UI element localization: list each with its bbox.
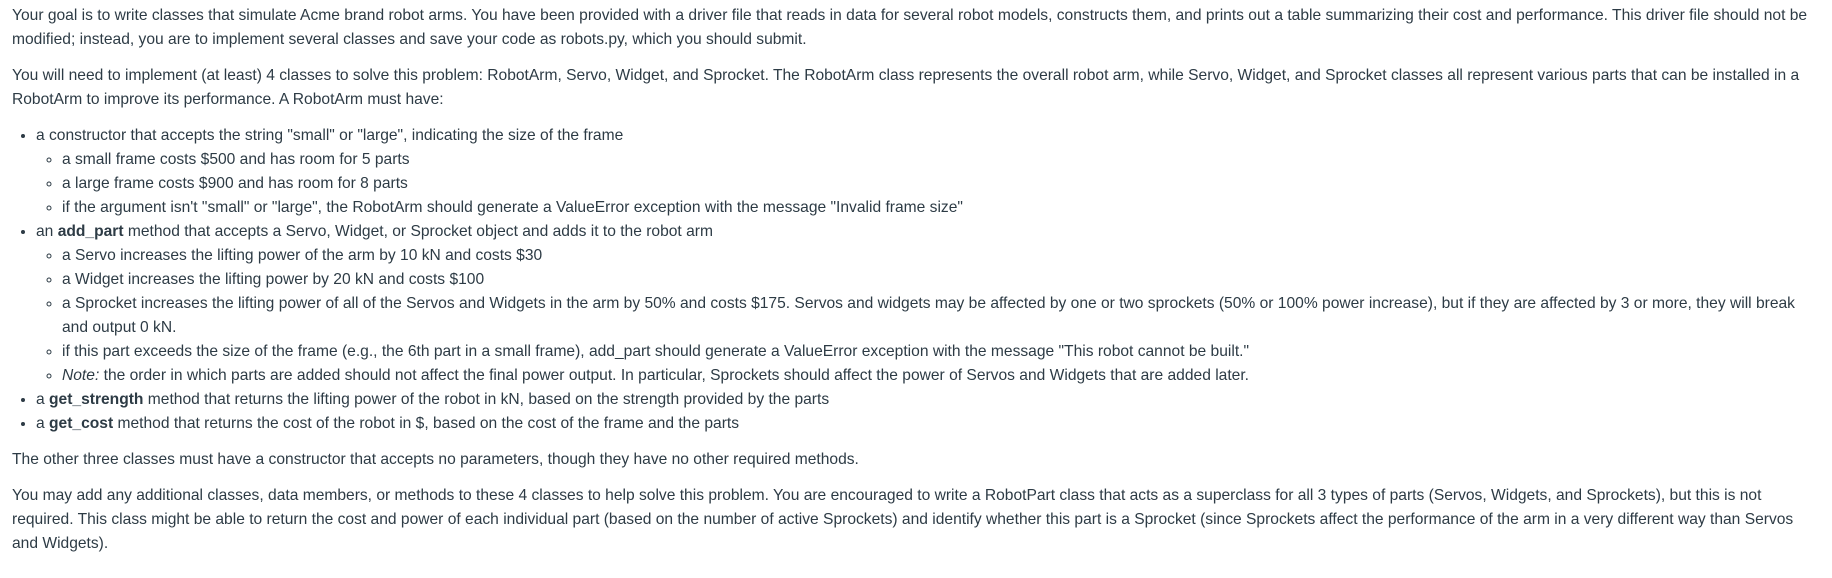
add-part-sublist: [36, 244, 1820, 388]
other-classes-paragraph: The other three classes must have a constructor that accepts no parameters, though they have no other required methods.: [12, 451, 859, 468]
list-item: ◦ a Sprocket increases the lifting power of all of the Servos and Widgets in the arm by 50% and costs $175. Servos and widgets may be affected by one or two sprockets (50% or 100% power increase), but if they are affected by 3 or more, they will break and output 0 kN.: [62, 292, 1820, 340]
classes-intro-paragraph: You will need to implement (at least) 4 classes to solve this problem: RobotArm, Servo, Widget, and Sprocket. The RobotArm class represents the overall robot arm, while Servo, Widget, and Sprocket classes all represent various parts that can be installed in a RobotArm to improve its performance. A RobotArm must have:: [12, 67, 1800, 108]
get-cost-method-name: get_cost: [49, 415, 114, 432]
note-text: the order in which parts are added should not affect the final power output. In particular, Sprockets should affect the power of Servos and Widgets that are added later.: [99, 367, 1250, 384]
list-item-add-part: [36, 220, 1820, 388]
list-item: ◦ a Widget increases the lifting power by 20 kN and costs $100: [62, 268, 1820, 292]
get-strength-method-name: get_strength: [49, 391, 144, 408]
intro-paragraph: Your goal is to write classes that simulate Acme brand robot arms. You have been provided with a driver file that reads in data for several robot models, constructs them, and prints out a table summarizing their cost and performance. This driver file should not be modified; instead, you are to implement several classes and save your code as robots.py, which you should submit.: [12, 7, 1808, 48]
add-part-prefix: an: [36, 223, 58, 240]
add-part-method-name: add_part: [57, 223, 124, 240]
get-strength-description: method that returns the lifting power of the robot in kN, based on the strength provided by the parts: [143, 391, 830, 408]
get-cost-prefix: a: [36, 415, 50, 432]
list-item-constructor: [36, 124, 1820, 220]
list-item-note: [62, 364, 1820, 388]
add-part-description: method that accepts a Servo, Widget, or Sprocket object and adds it to the robot arm: [123, 223, 713, 240]
list-item: ◦ a small frame costs $500 and has room for 5 parts: [62, 148, 1820, 172]
list-item: ◦ a large frame costs $900 and has room for 8 parts: [62, 172, 1820, 196]
constructor-sublist: [36, 148, 1820, 220]
list-item: ◦ if this part exceeds the size of the frame (e.g., the 6th part in a small frame), add_part should generate a ValueError exception with the message "This robot cannot be built.": [62, 340, 1820, 364]
closing-paragraph: You may add any additional classes, data members, or methods to these 4 classes to help solve this problem. You are encouraged to write a RobotPart class that acts as a superclass for all 3 types of parts (Servos, Widgets, and Sprockets), but this is not required. This class might be able to return the cost and power of each individual part (based on the number of active Sprockets) and identify whether this part is a Sprocket (since Sprockets affect the performance of the arm in a very different way than Servos and Widgets).: [12, 487, 1794, 552]
list-item: ◦ a Servo increases the lifting power of the arm by 10 kN and costs $30: [62, 244, 1820, 268]
get-strength-prefix: a: [36, 391, 50, 408]
note-label: Note:: [62, 367, 100, 384]
list-item-get-strength: [36, 388, 1820, 412]
list-item: ◦ if the argument isn't "small" or "large", the RobotArm should generate a ValueError exception with the message "Invalid frame size": [62, 196, 1820, 220]
list-item-get-cost: [36, 412, 1820, 436]
robotarm-requirements-list: [12, 124, 1820, 436]
get-cost-description: method that returns the cost of the robot in $, based on the cost of the frame and the parts: [113, 415, 740, 432]
constructor-text: a constructor that accepts the string "small" or "large", indicating the size of the frame: [36, 127, 624, 144]
